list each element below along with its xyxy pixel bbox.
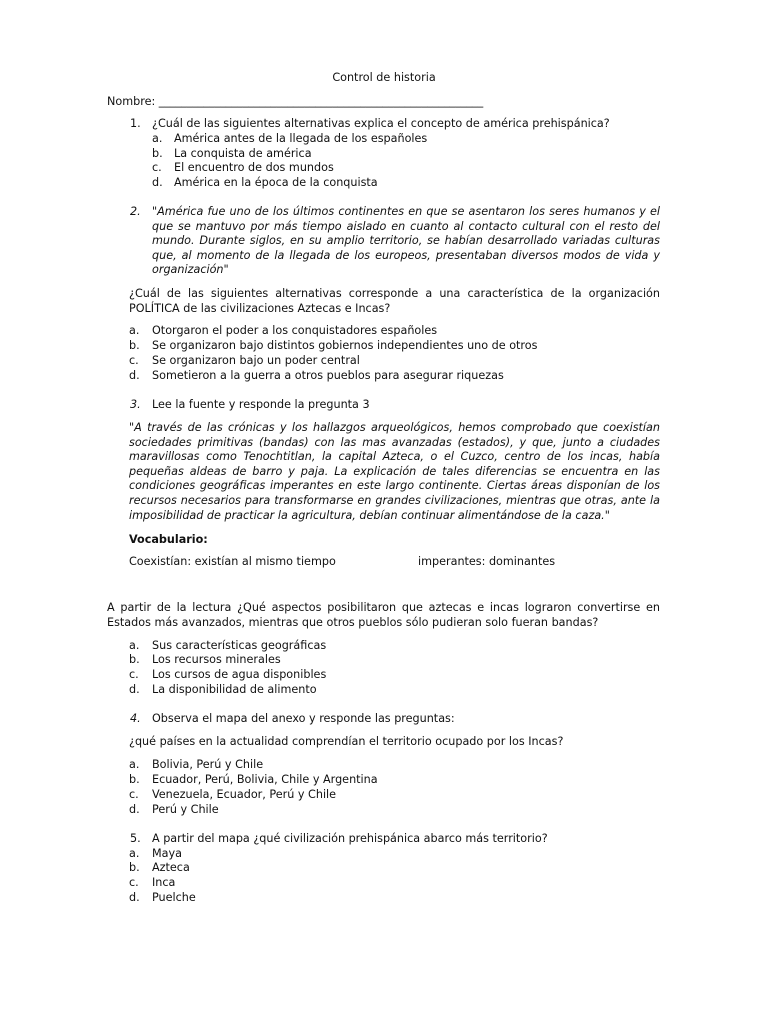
q2-option-a	[129, 324, 437, 339]
name-field	[107, 95, 483, 110]
q3-option-c	[129, 668, 326, 683]
option-text: Puelche	[152, 891, 196, 904]
option-text: Perú y Chile	[152, 803, 219, 816]
q3-number: 3.	[130, 398, 141, 411]
option-text: Maya	[152, 847, 182, 860]
q3-quote-line: pequeñas aldeas de barro y paja. La explicación de tales diferencias se encuentra en las	[129, 464, 660, 478]
q5-question: A partir del mapa ¿qué civilización prehispánica abarco más territorio?	[152, 832, 548, 845]
q1-option-a	[152, 132, 427, 147]
q2-question-line: POLÍTICA de las civilizaciones Aztecas e Incas?	[129, 301, 391, 315]
option-letter: b.	[129, 339, 140, 352]
option-letter: b.	[129, 861, 140, 874]
q1-number: 1.	[130, 117, 141, 130]
option-text: América antes de la llegada de los españoles	[174, 132, 428, 145]
q2-quote	[152, 205, 660, 278]
q2-option-c	[129, 354, 360, 369]
q4-option-d	[129, 803, 219, 818]
name-label: Nombre:	[107, 95, 156, 108]
option-text: Otorgaron el poder a los conquistadores españoles	[152, 324, 438, 337]
option-text: Bolivia, Perú y Chile	[152, 758, 264, 771]
q4-option-c	[129, 788, 336, 803]
option-letter: a.	[129, 639, 140, 652]
option-text: Venezuela, Ecuador, Perú y Chile	[152, 788, 337, 801]
q1-question: ¿Cuál de las siguientes alternativas explica el concepto de américa prehispánica?	[152, 117, 610, 130]
option-text: Ecuador, Perú, Bolivia, Chile y Argentina	[152, 773, 378, 786]
q1-option-b	[152, 147, 312, 162]
q3-quote-line: "A través de las crónicas y los hallazgos arqueológicos, hemos comprobado que coexistían	[129, 421, 660, 434]
q2-option-d	[129, 369, 504, 384]
q4-instruction: Observa el mapa del anexo y responde las preguntas:	[152, 712, 455, 725]
q3-question-line: Estados más avanzados, mientras que otros pueblos sólo pudieran solo fueran bandas?	[107, 615, 599, 629]
option-text: La conquista de américa	[174, 147, 312, 160]
q4-number: 4.	[130, 712, 141, 725]
option-text: Los cursos de agua disponibles	[152, 668, 327, 681]
option-text: El encuentro de dos mundos	[174, 161, 334, 174]
vocab-title: Vocabulario:	[129, 533, 208, 546]
q3-question-line: A partir de la lectura ¿Qué aspectos posibilitaron que aztecas e incas lograron convertirse en	[107, 601, 660, 614]
vocab-term-1: Coexistían: existían al mismo tiempo	[129, 555, 336, 568]
option-text: Los recursos minerales	[152, 653, 281, 666]
q3-quote	[129, 421, 660, 523]
option-letter: b.	[152, 147, 163, 160]
q3-instruction: Lee la fuente y responde la pregunta 3	[152, 398, 370, 411]
q1-option-c	[152, 161, 334, 176]
name-line: __________________________________________________________	[158, 95, 484, 108]
q2-quote-line: "América fue uno de los últimos continentes en que se asentaron los seres humanos y el	[152, 205, 660, 218]
option-text: Se organizaron bajo un poder central	[152, 354, 360, 367]
q4-question: ¿qué países en la actualidad comprendían el territorio ocupado por los Incas?	[129, 735, 564, 748]
option-letter: a.	[129, 324, 140, 337]
q3-quote-line: sociedades primitivas (bandas) con las mas avanzadas (estados), y que, junto a ciudades	[129, 435, 660, 449]
option-text: La disponibilidad de alimento	[152, 683, 317, 696]
option-letter: c.	[152, 161, 162, 174]
q2-question	[129, 287, 660, 316]
q4-option-a	[129, 758, 263, 773]
option-text: Sus características geográficas	[152, 639, 327, 652]
option-letter: b.	[129, 653, 140, 666]
q2-question-line: ¿Cuál de las siguientes alternativas corresponde a una característica de la organización	[129, 287, 660, 300]
q5-option-b	[129, 861, 190, 876]
q3-option-b	[129, 653, 281, 668]
q2-quote-line: organización"	[152, 263, 229, 277]
option-letter: c.	[129, 668, 139, 681]
q3-quote-line: imposibilidad de practicar la agricultura, debían continuar alimentándose de la caza."	[129, 508, 610, 522]
q3-quote-line: recursos necesarios para transformarse en grandes civilizaciones, mientras que otras, ante la	[129, 493, 660, 507]
option-letter: d.	[129, 891, 140, 904]
q5-option-a	[129, 847, 182, 862]
option-text: Se organizaron bajo distintos gobiernos independientes uno de otros	[152, 339, 538, 352]
q3-option-a	[129, 639, 326, 654]
q5-number: 5.	[130, 832, 141, 845]
q2-quote-line: mundo. Durante siglos, en su amplio territorio, se habían desarrollado variadas culturas	[152, 234, 660, 248]
q2-number: 2.	[130, 205, 141, 218]
option-letter: c.	[129, 354, 139, 367]
option-letter: a.	[152, 132, 163, 145]
option-letter: a.	[129, 847, 140, 860]
option-text: Inca	[152, 876, 176, 889]
page-title: Control de historia	[332, 71, 436, 84]
q3-option-d	[129, 683, 317, 698]
option-letter: d.	[129, 803, 140, 816]
option-text: América en la época de la conquista	[174, 176, 378, 189]
q4-option-b	[129, 773, 378, 788]
q1-option-d	[152, 176, 378, 191]
q2-quote-line: que se mantuvo por más tiempo aislado en cuanto al contacto cultural con el resto del	[152, 219, 660, 233]
q2-quote-line: que, al momento de la llegada de los europeos, presentaban diversos modos de vida y	[152, 248, 660, 262]
option-letter: c.	[129, 876, 139, 889]
option-letter: d.	[152, 176, 163, 189]
option-letter: d.	[129, 369, 140, 382]
vocab-term-2: imperantes: dominantes	[418, 555, 556, 568]
q2-option-b	[129, 339, 537, 354]
option-text: Sometieron a la guerra a otros pueblos para asegurar riquezas	[152, 369, 504, 382]
option-letter: a.	[129, 758, 140, 771]
q5-option-c	[129, 876, 175, 891]
option-letter: c.	[129, 788, 139, 801]
q3-quote-line: maravillosas como Tenochtitlan, la capital Azteca, o el Cuzco, centro de los incas, había	[129, 450, 660, 464]
option-letter: b.	[129, 773, 140, 786]
q3-question	[107, 601, 660, 630]
option-text: Azteca	[152, 861, 190, 874]
q3-quote-line: condiciones geográficas imperantes en este largo continente. Ciertas áreas disponían de los	[129, 479, 660, 493]
option-letter: d.	[129, 683, 140, 696]
q5-option-d	[129, 891, 196, 906]
